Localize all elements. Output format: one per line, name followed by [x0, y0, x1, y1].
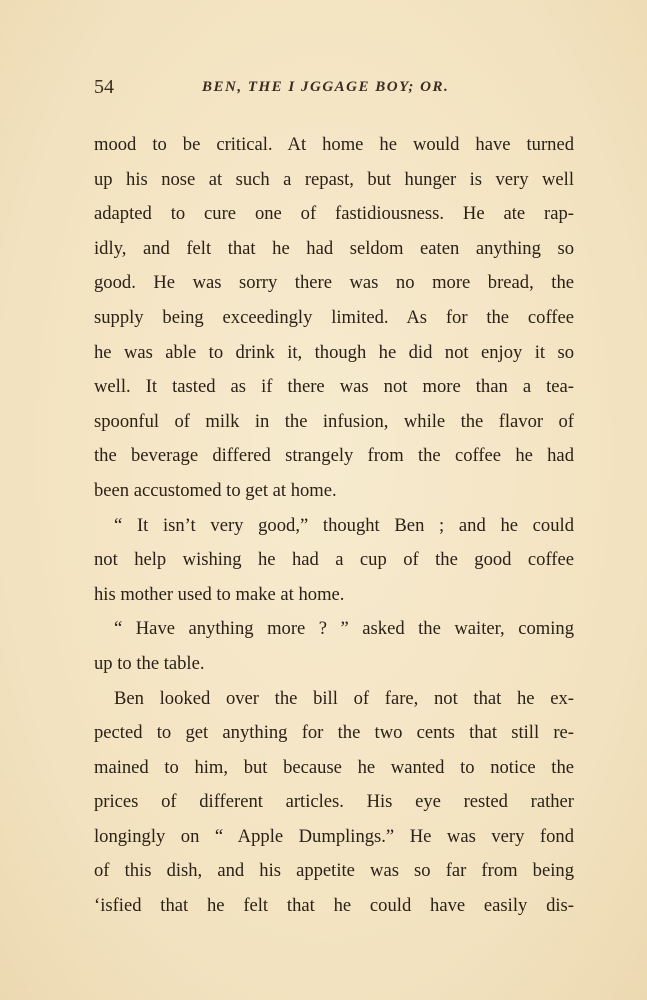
text-line: been accustomed to get at home.: [94, 479, 337, 501]
text-line: pected to get anything for the two cents that still re-: [94, 722, 574, 744]
text-line: up to the table.: [94, 652, 205, 674]
text-line: he was able to drink it, though he did not enjoy it so: [94, 341, 574, 363]
running-title: BEN, THE I JGGAGE BOY; OR.: [202, 79, 450, 95]
page-number: 54: [94, 76, 114, 98]
text-line: Ben looked over the bill of fare, not that he ex-: [114, 687, 574, 709]
text-line: not help wishing he had a cup of the good coffee: [94, 549, 574, 571]
text-line: supply being exceedingly limited. As for the coffee: [94, 306, 574, 328]
text-line: prices of different articles. His eye rested rather: [94, 791, 574, 813]
body-text: [94, 128, 574, 924]
text-line: the beverage differed strangely from the coffee he had: [94, 445, 574, 467]
text-line: “ It isn’t very good,” thought Ben ; and he could: [114, 514, 574, 536]
text-line: up his nose at such a repast, but hunger is very well: [94, 168, 574, 190]
text-line: idly, and felt that he had seldom eaten anything so: [94, 237, 574, 259]
page-header: [94, 76, 574, 100]
text-line: good. He was sorry there was no more bread, the: [94, 272, 574, 294]
text-line: his mother used to make at home.: [94, 583, 345, 605]
text-line: spoonful of milk in the infusion, while the flavor of: [94, 410, 574, 432]
text-line: well. It tasted as if there was not more than a tea-: [94, 376, 574, 398]
text-line: ‘isfied that he felt that he could have easily dis-: [94, 895, 574, 917]
text-line: mained to him, but because he wanted to notice the: [94, 756, 574, 778]
text-line: of this dish, and his appetite was so far from being: [94, 860, 574, 882]
text-line: mood to be critical. At home he would have turned: [94, 134, 574, 155]
text-line: “ Have anything more ? ” asked the waiter, coming: [114, 618, 574, 640]
text-line: longingly on “ Apple Dumplings.” He was very fond: [94, 825, 574, 847]
text-line: adapted to cure one of fastidiousness. He ate rap-: [94, 203, 574, 225]
